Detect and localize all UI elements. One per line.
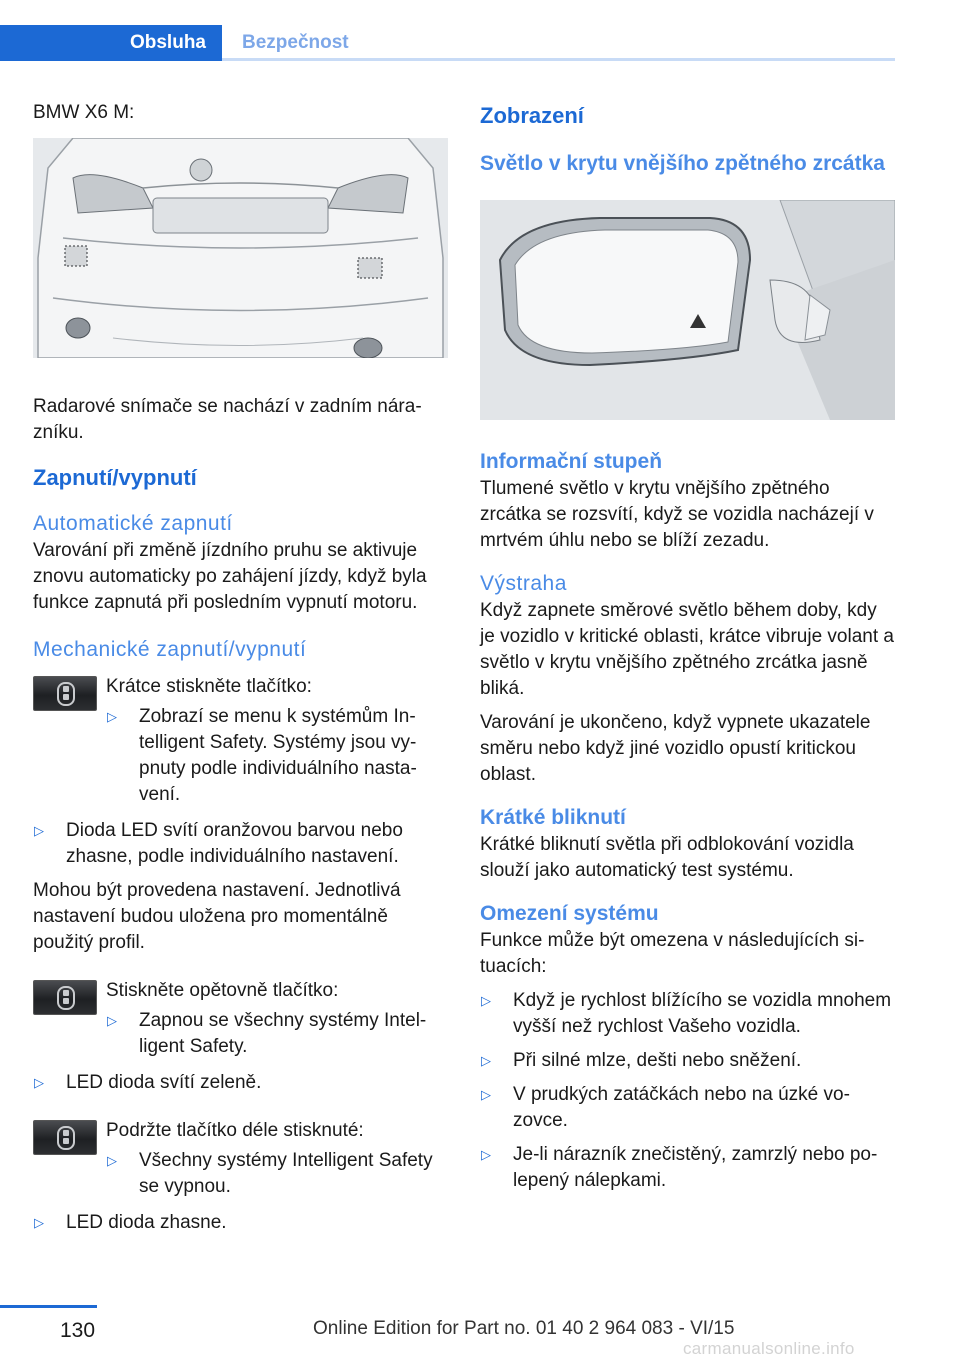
list-item: ▷ Všechny systémy Intelligent Safety se vypnou. [107, 1150, 433, 1197]
intelligent-safety-button-icon [33, 980, 97, 1015]
list-item: ▷ Při silné mlze, dešti nebo sněžení. [480, 1048, 895, 1074]
heading-system-limits: Omezení systému [480, 902, 659, 925]
triangle-bullet-icon: ▷ [34, 1215, 44, 1230]
list-item: ▷ Když je rychlost blížícího se vozidla mnohem vyšší než rychlost Vašeho vozidla. [481, 990, 892, 1037]
triangle-bullet-icon: ▷ [107, 1153, 117, 1168]
heading-manual: Mechanické zapnutí/vypnutí [33, 638, 307, 661]
mirror-illustration [480, 200, 895, 420]
triangle-bullet-icon: ▷ [34, 1075, 44, 1090]
triangle-bullet-icon: ▷ [481, 1147, 491, 1162]
triangle-bullet-icon: ▷ [481, 1053, 491, 1068]
list-item: ▷ V prudkých zatáčkách nebo na úzké vozovce. [481, 1084, 850, 1131]
triangle-bullet-icon: ▷ [107, 1013, 117, 1028]
page-number: 130 [60, 1319, 96, 1342]
heading-short-blink: Krátké bliknutí [480, 806, 626, 829]
system-limits-list [480, 988, 895, 1194]
tab-bezpecnost[interactable]: Bezpečnost [242, 32, 349, 53]
system-limits-intro: Funkce může být omezena v následujících situacích: [480, 930, 865, 977]
radar-caption: Radarové snímače se nachází v zadním nárazníku. [33, 396, 422, 443]
warning-end-text: Varování je ukončeno, když vypnete ukazatele směru nebo když jiné vozidlo opustí kritickou oblast. [480, 712, 871, 785]
list-item: ▷ LED dioda svítí zeleně. [33, 1070, 448, 1096]
watermark: carmanualsonline.info [683, 1339, 855, 1358]
step-short-press [33, 674, 448, 808]
tab-obsluha[interactable]: Obsluha [0, 25, 222, 61]
heading-display: Zobrazení [480, 103, 584, 128]
warning-text: Když zapnete směrové světlo během doby, kdy je vozidlo v kritické oblasti, krátce vibruje volant a světlo v krytu vnějšího zpětného zrcátka jasně bliká. [480, 600, 894, 699]
step2-intro: Stiskněte opětovně tlačítko: [106, 980, 339, 1001]
step3-intro: Podržte tlačítko déle stisknuté: [106, 1120, 364, 1141]
heading-on-off: Zapnutí/vypnutí [33, 465, 197, 490]
heading-info-level: Informační stupeň [480, 450, 663, 473]
list-item: ▷ Dioda LED svítí oranžovou barvou nebo zhasne, podle individuálního nastavení. [34, 820, 403, 867]
triangle-bullet-icon: ▷ [481, 993, 491, 1008]
auto-on-text: Varování při změně jízdního pruhu se aktivuje znovu automaticky po zahájení jízdy, když byla funkce zapnutá při posledním vypnutí motoru. [33, 540, 427, 613]
intelligent-safety-button-icon [33, 1120, 97, 1155]
model-label: BMW X6 M: [33, 102, 135, 123]
car-rear-image [33, 138, 448, 358]
info-level-text: Tlumené světlo v krytu vnějšího zpětného zrcátka se rozsvítí, když se vozidla nacházejí v mrtvém úhlu nebo se blíží zezadu. [480, 478, 874, 551]
tab-rule [222, 58, 895, 61]
right-column [480, 100, 895, 1194]
header-tabs [0, 25, 895, 61]
short-blink-text: Krátké bliknutí světla při odblokování vozidla slouží jako automatický test systému. [480, 834, 854, 881]
step-press-again [33, 978, 448, 1060]
triangle-bullet-icon: ▷ [34, 823, 44, 838]
triangle-bullet-icon: ▷ [481, 1087, 491, 1102]
list-item: ▷ Je-li nárazník znečistěný, zamrzlý nebo polepený nálepkami. [481, 1144, 878, 1191]
footer-rule [0, 1305, 97, 1308]
list-item: ▷ Zapnou se všechny systémy Intelligent Safety. [107, 1010, 427, 1057]
triangle-bullet-icon: ▷ [107, 709, 117, 724]
car-rear-illustration [33, 138, 448, 358]
mirror-image [480, 200, 895, 420]
heading-mirror-light: Světlo v krytu vnějšího zpětného zrcátka [480, 152, 885, 175]
intelligent-safety-button-icon [33, 676, 97, 711]
settings-text: Mohou být provedena nastavení. Jednotlivá nastavení budou uložena pro momentálně použitý profil. [33, 880, 401, 953]
edition-text: Online Edition for Part no. 01 40 2 964 083 - VI/15 [313, 1318, 735, 1339]
step1-intro: Krátce stiskněte tlačítko: [106, 676, 312, 697]
left-column [33, 100, 448, 1236]
list-item: ▷ Zobrazí se menu k systémům Intelligent Safety. Systémy jsou vypnuty podle individuálního nastavení. [107, 706, 417, 805]
heading-warning: Výstraha [480, 572, 567, 595]
list-item: ▷ LED dioda zhasne. [33, 1210, 448, 1236]
step-hold [33, 1118, 448, 1200]
heading-auto-on: Automatické zapnutí [33, 512, 233, 535]
